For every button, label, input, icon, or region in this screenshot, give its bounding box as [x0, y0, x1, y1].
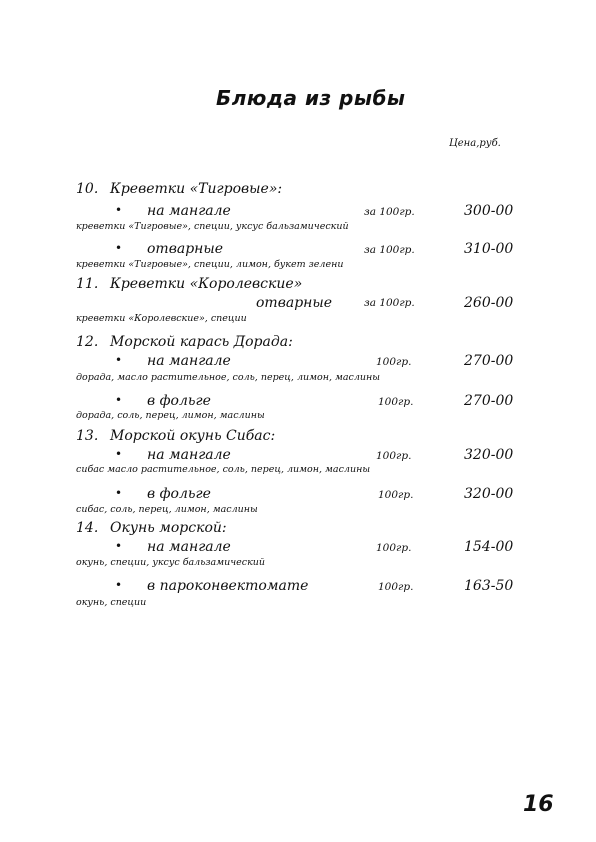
bullet-icon: •: [115, 539, 123, 553]
price-column-header: Цена,руб.: [449, 138, 501, 149]
item-description: окунь, специи, уксус бальзамический: [76, 557, 265, 568]
item-name: в фольге: [147, 393, 211, 409]
page-title: Блюда из рыбы: [216, 86, 406, 110]
section-title: Креветки «Тигровые»:: [110, 181, 283, 197]
item-name: на мангале: [147, 539, 231, 555]
item-price: 260-00: [464, 295, 514, 311]
item-name: на мангале: [147, 353, 231, 369]
item-unit: за 100гр.: [364, 206, 415, 218]
item-price: 270-00: [464, 353, 514, 369]
item-unit: 100гр.: [378, 489, 414, 501]
section-title: Морской окунь Сибас:: [110, 428, 276, 444]
item-price: 163-50: [464, 578, 514, 594]
bullet-icon: •: [115, 486, 123, 500]
section-title: Креветки «Королевские»: [110, 276, 303, 292]
item-description: сибас, соль, перец, лимон, маслины: [76, 504, 258, 515]
item-name: отварные: [256, 295, 333, 311]
section-title: Окунь морской:: [110, 520, 227, 536]
item-name: в пароконвектомате: [147, 578, 309, 594]
bullet-icon: •: [115, 393, 123, 407]
item-name: в фольге: [147, 486, 211, 502]
item-price: 154-00: [464, 539, 514, 555]
item-name: на мангале: [147, 203, 231, 219]
item-unit: 100гр.: [378, 581, 414, 593]
item-name: отварные: [147, 241, 224, 257]
item-price: 310-00: [464, 241, 514, 257]
item-unit: 100гр.: [378, 396, 414, 408]
section-number: 10.: [76, 181, 99, 197]
item-description: сибас масло растительное, соль, перец, лимон, маслины: [76, 464, 371, 475]
item-unit: за 100гр.: [364, 244, 415, 256]
item-price: 320-00: [464, 447, 514, 463]
section-number: 11.: [76, 276, 99, 292]
item-description: дорада, соль, перец, лимон, маслины: [76, 410, 265, 421]
bullet-icon: •: [115, 203, 123, 217]
item-price: 270-00: [464, 393, 514, 409]
section-number: 13.: [76, 428, 99, 444]
item-name: на мангале: [147, 447, 231, 463]
item-description: креветки «Королевские», специи: [76, 313, 247, 324]
page-number: 16: [523, 792, 554, 817]
section-number: 14.: [76, 520, 99, 536]
item-description: окунь, специи: [76, 597, 147, 608]
item-price: 300-00: [464, 203, 514, 219]
item-description: креветки «Тигровые», специи, уксус бальзамический: [76, 221, 349, 232]
section-title: Морской карась Дорада:: [110, 334, 293, 350]
item-unit: 100гр.: [376, 542, 412, 554]
section-number: 12.: [76, 334, 99, 350]
item-unit: 100гр.: [376, 450, 412, 462]
item-price: 320-00: [464, 486, 514, 502]
item-description: креветки «Тигровые», специи, лимон, букет зелени: [76, 259, 344, 270]
bullet-icon: •: [115, 578, 123, 592]
item-unit: за 100гр.: [364, 297, 415, 309]
bullet-icon: •: [115, 447, 123, 461]
item-description: дорада, масло растительное, соль, перец, лимон, маслины: [76, 372, 381, 383]
bullet-icon: •: [115, 353, 123, 367]
item-unit: 100гр.: [376, 356, 412, 368]
bullet-icon: •: [115, 241, 123, 255]
